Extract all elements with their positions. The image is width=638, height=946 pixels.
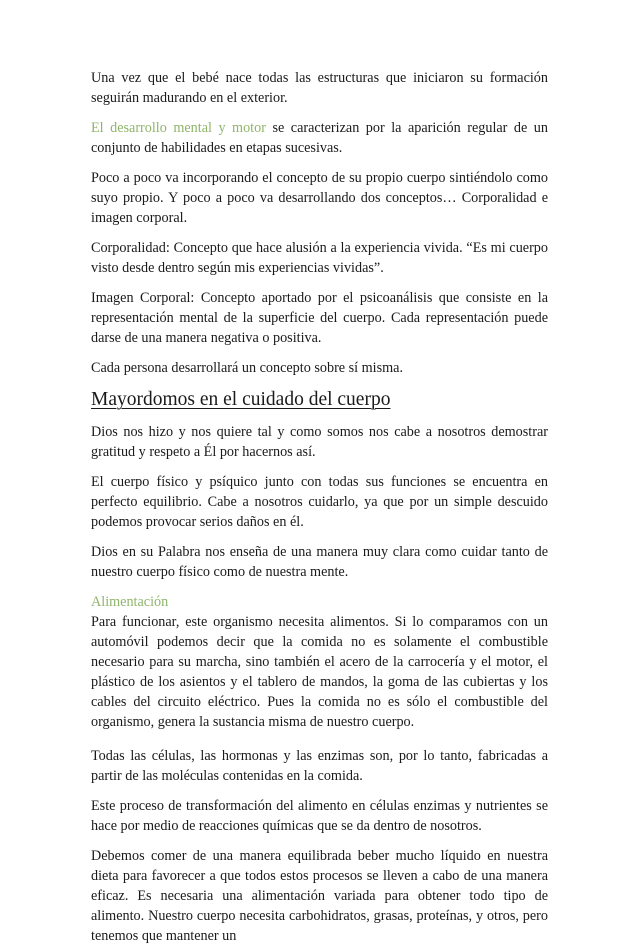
paragraph-development <box>91 118 548 158</box>
development-link-text[interactable]: El desarrollo mental y motor <box>91 120 266 136</box>
development-rest-text: se caracterizan por la aparición regular de un conjunto de habilidades en etapas sucesivas. <box>91 120 548 156</box>
paragraph-balance: El cuerpo físico y psíquico junto con todas sus funciones se encuentra en perfecto equilibrio. Cabe a nosotros cuidarlo, ya que por un simple descuido podemos provocar serios daños en él. <box>91 474 548 530</box>
subsection-heading: Alimentación <box>91 594 169 610</box>
paragraph-balanced-diet: Debemos comer de una manera equilibrada beber mucho líquido en nuestra dieta para favorecer a que todos estos procesos se lleven a cabo de una manera eficaz. Es necesaria una alimentación variada para obtener todo tipo de alimento. Nuestro cuerpo necesita carbohidratos, grasas, proteínas, y otros, pero tenemos que mantener un <box>91 848 548 944</box>
paragraph-gratitude: Dios nos hizo y nos quiere tal y como somos nos cabe a nosotros demostrar gratitud y respeto a Él por hacernos así. <box>91 424 548 460</box>
paragraph-corporalidad: Corporalidad: Concepto que hace alusión a la experiencia vivida. “Es mi cuerpo visto desde dentro según mis experiencias vividas”. <box>91 240 548 276</box>
paragraph-cells: Todas las células, las hormonas y las enzimas son, por lo tanto, fabricadas a partir de las moléculas contenidas en la comida. <box>91 748 548 784</box>
paragraph-body-concept: Poco a poco va incorporando el concepto de su propio cuerpo sintiéndolo como suyo propio. Y poco a poco va desarrollando dos conceptos… Corporalidad e imagen corporal. <box>91 170 548 226</box>
paragraph-automobile: Para funcionar, este organismo necesita alimentos. Si lo comparamos con un automóvil podemos decir que la comida no es solamente el combustible necesario para su marcha, sino también el acero de la carrocería y el motor, el plástico de los asientos y el tablero de mandos, la goma de las cubiertas y los cables del circuito eléctrico. Pues la comida no es sólo el combustible del organismo, genera la sustancia misma de nuestro cuerpo. <box>91 614 548 730</box>
paragraph-imagen-corporal: Imagen Corporal: Concepto aportado por el psicoanálisis que consiste en la representación mental de la superficie del cuerpo. Cada representación puede darse de una manera negativa o positiva. <box>91 290 548 346</box>
document-page <box>91 68 548 946</box>
paragraph-transformation: Este proceso de transformación del alimento en células enzimas y nutrientes se hace por medio de reacciones químicas que se da dentro de nosotros. <box>91 798 548 834</box>
paragraph-word: Dios en su Palabra nos enseña de una manera muy clara como cuidar tanto de nuestro cuerpo físico como de nuestra mente. <box>91 544 548 580</box>
section-heading: Mayordomos en el cuidado del cuerpo <box>91 389 391 410</box>
paragraph-intro: Una vez que el bebé nace todas las estructuras que iniciaron su formación seguirán madurando en el exterior. <box>91 70 548 106</box>
paragraph-self-concept: Cada persona desarrollará un concepto sobre sí misma. <box>91 360 404 376</box>
